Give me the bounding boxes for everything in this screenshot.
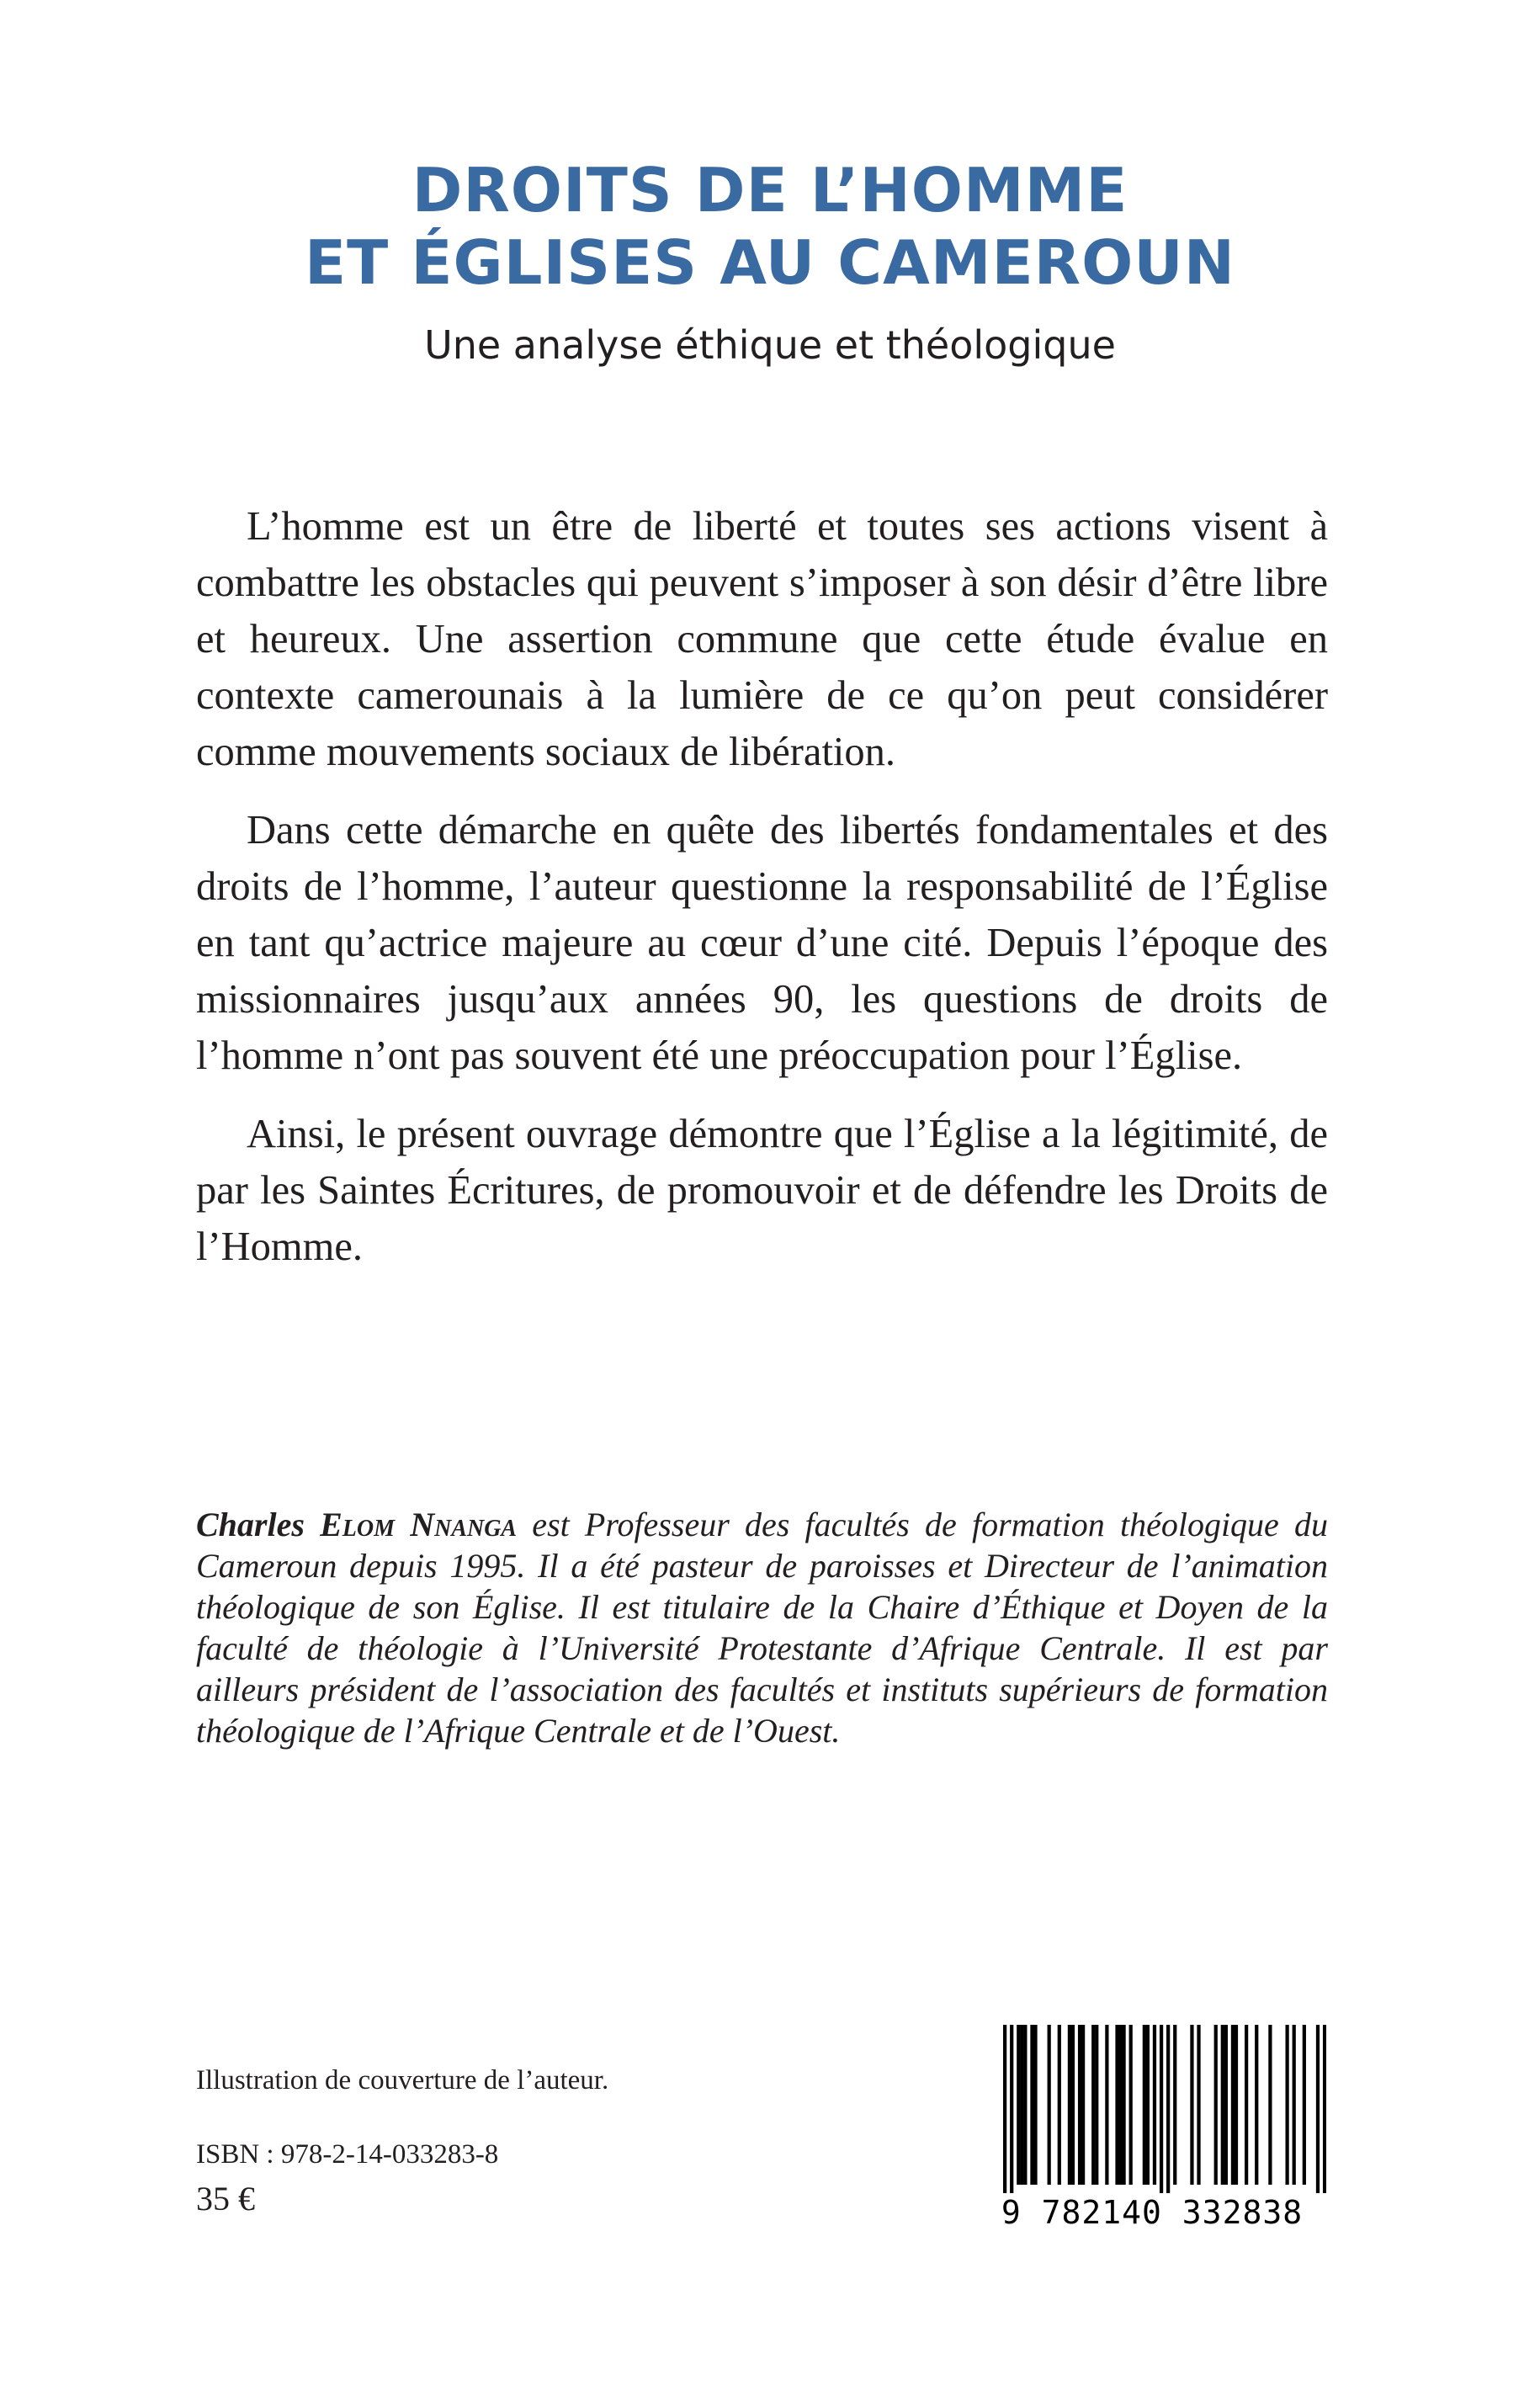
author-bio: [196, 1504, 1328, 1751]
barcode-bar: [1231, 2025, 1235, 2185]
barcode-bar: [1214, 2025, 1218, 2185]
barcode-bar: [1235, 2025, 1238, 2185]
barcode-bar: [1197, 2025, 1200, 2185]
barcode-bar: [1245, 2025, 1248, 2185]
author-name: [196, 1506, 517, 1543]
author-last-name: Elom Nnanga: [320, 1506, 518, 1543]
barcode-bar: [1143, 2025, 1146, 2185]
blurb: [196, 498, 1328, 1297]
barcode: [978, 2025, 1326, 2231]
author-bio-text: est Professeur des facultés de formation théologique du Cameroun depuis 1995. Il a été pasteur de paroisses et Directeur de l’animation théologique de son Église. Il est titulaire de la Chaire d’Éthique et Doyen de la faculté de théologie à l’Université Protestante d’Afrique Centrale. Il est par ailleurs président de l’association des facultés et instituts supérieurs de formation théologique de l’Afrique Centrale et de l’Ouest.: [196, 1506, 1328, 1750]
barcode-bar: [1316, 2025, 1320, 2193]
barcode-bar: [1285, 2025, 1288, 2185]
barcode-bar: [1030, 2025, 1033, 2185]
barcode-bar: [1146, 2025, 1150, 2185]
blurb-paragraph-2: Dans cette démarche en quête des libertés fondamentales et des droits de l’homme, l’auteur questionne la responsabilité de l’Église en tant qu’actrice majeure au cœur d’une cité. Depuis l’époque des missionnaires jusqu’aux années 90, les questions de droits de l’homme n’ont pas souvent été une préoccupation pour l’Église.: [196, 808, 1328, 1078]
book-title-line-2: ET ÉGLISES AU CAMEROUN: [304, 227, 1236, 298]
blurb-paragraph-3: Ainsi, le présent ouvrage démontre que l’Église a la légitimité, de par les Saintes Écritures, de promouvoir et de défendre les Droits de l’Homme.: [196, 1112, 1328, 1269]
barcode-bar: [1221, 2025, 1224, 2185]
barcode-bar: [1129, 2025, 1133, 2185]
illustration-credit: Illustration de couverture de l’auteur.: [196, 2065, 609, 2096]
barcode-bar: [1023, 2025, 1027, 2185]
barcode-bar: [1122, 2025, 1125, 2185]
barcode-bar: [1003, 2025, 1006, 2193]
barcode-bar: [1160, 2025, 1163, 2193]
book-subtitle: Une analyse éthique et théologique: [424, 322, 1116, 368]
barcode-bar: [1010, 2025, 1013, 2193]
barcode-bar: [1303, 2025, 1306, 2185]
barcode-bar: [1105, 2025, 1108, 2185]
barcode-bar: [1224, 2025, 1228, 2185]
barcode-bar: [1091, 2025, 1095, 2185]
book-title-line-1: DROITS DE L’HOMME: [412, 155, 1128, 226]
barcode-bar: [1020, 2025, 1023, 2185]
isbn: ISBN : 978-2-14-033283-8: [196, 2139, 499, 2170]
barcode-bar: [1166, 2025, 1170, 2193]
barcode-bar: [1033, 2025, 1037, 2185]
barcode-bar: [1255, 2025, 1258, 2185]
barcode-bar: [1081, 2025, 1085, 2185]
barcode-bar: [1048, 2025, 1051, 2185]
barcode-bar: [1190, 2025, 1193, 2185]
barcode-bar: [1293, 2025, 1296, 2185]
barcode-bar: [1323, 2025, 1326, 2193]
barcode-bar: [1115, 2025, 1118, 2185]
barcode-bar: [1153, 2025, 1156, 2185]
barcode-bar: [1095, 2025, 1098, 2185]
barcode-bars: [1003, 2025, 1326, 2193]
barcode-bar: [1068, 2025, 1071, 2185]
barcode-digits: 9 782140 332838: [1001, 2194, 1304, 2231]
barcode-bar: [1118, 2025, 1122, 2185]
price: 35 €: [196, 2180, 255, 2218]
author-first-name: Charles: [196, 1506, 321, 1543]
barcode-bar: [1071, 2025, 1075, 2185]
barcode-bar: [1058, 2025, 1061, 2185]
barcode-bar: [1173, 2025, 1176, 2185]
barcode-bar: [1017, 2025, 1020, 2185]
barcode-bar: [1078, 2025, 1081, 2185]
barcode-bar: [1268, 2025, 1272, 2185]
blurb-paragraph-1: L’homme est un être de liberté et toutes ses actions visent à combattre les obstacles qui peuvent s’imposer à son désir d’être libre et heureux. Une assertion commune que cette étude évalue en contexte camerounais à la lumière de ce qu’on peut considérer comme mouvements sociaux de libération.: [196, 504, 1328, 774]
